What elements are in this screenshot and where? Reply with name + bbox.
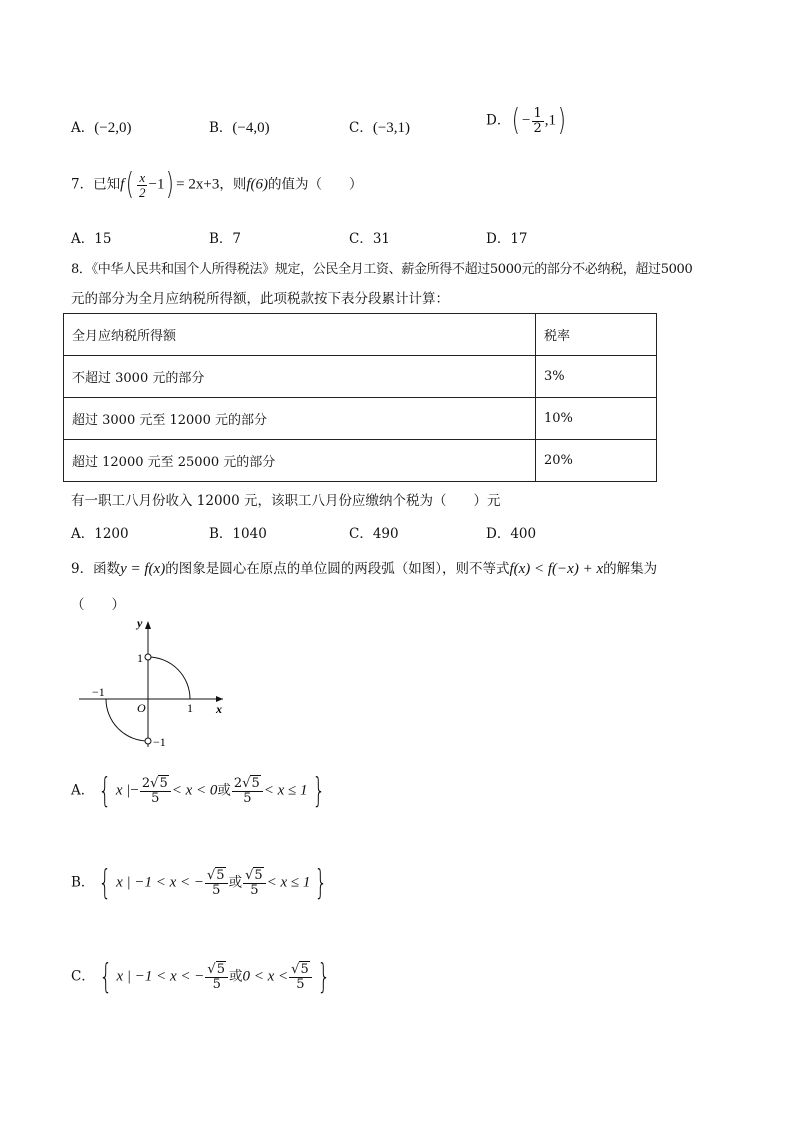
table-cell: 超过 3000 元至 12000 元的部分 [64,398,536,440]
q9-function: y = f(x) [120,561,166,577]
q7-option-d: D．17 [486,231,528,247]
table-cell: 不超过 3000 元的部分 [64,356,536,398]
fraction-root5-over-5: $\frac{√5}{5}$ [205,963,228,991]
q9-option-a: A． { x |− $\frac{2√5}{5}$ < x < 0或 $\frac{2√5}{5}$ < x ≤ 1 } [71,771,325,811]
q6-option-c [349,116,410,137]
y-axis-label: y [137,616,143,630]
fraction-root5-over-5: $\frac{√5}{5}$ [289,963,312,991]
q7-option-b: B．7 [209,231,242,247]
tick-label-y-1: 1 [137,651,143,665]
table-cell: 10% [536,398,657,440]
table-row [64,440,657,482]
fraction-neg-2root5-over-5: $\frac{2√5}{5}$ [140,777,171,805]
q7-rhs: = 2x+3 [176,176,220,193]
q6-option-a [71,116,131,137]
q8-line1: 8．《中华人民共和国个人所得税法》规定，公民全月工资、薪金所得不超过5000元的部分不必纳税，超过5000 [71,262,693,277]
upper-right-arc [148,657,190,699]
origin-label: O [137,701,146,715]
q9-stem: 9．函数y = f(x)的图象是圆心在原点的单位圆的两段弧（如图），则不等式f(x) < f(−x) + x的解集为 [71,561,658,577]
open-point-bottom [145,738,151,744]
q6-option-d-text: 1 [548,112,557,129]
tick-label-x-1: 1 [187,701,193,715]
table-row [64,356,657,398]
x-axis-label: x [216,702,222,716]
table-cell: 20% [536,440,657,482]
q6-option-a-label: A． [71,120,95,136]
fraction-2root5-over-5: $\frac{2√5}{5}$ [232,777,263,805]
q7-fraction: $\frac{x}{2}$ [138,169,146,200]
table-header-row [64,314,657,356]
q8-line2: 元的部分为全月应纳税所得额，此项税款按下表分段累计计算： [71,291,449,307]
q6-option-b-label: B． [209,120,233,136]
unit-circle-arcs-graph [75,615,235,755]
q6-option-c-text: (−3,1) [372,120,411,136]
q8-option-b: B．1040 [209,526,267,542]
fraction-root5-over-5: $\frac{√5}{5}$ [243,869,266,897]
q8-option-a: A．1200 [71,526,129,542]
q7-stem: 7．已知f( $\frac{x}{2}$ −1) = 2x+3，则f(6)的值为（ ） [71,167,363,202]
q6-option-c-label: C． [349,120,373,136]
table-header-cell: 全月应纳税所得额 [64,314,536,356]
y-axis-arrow [145,621,151,629]
q7-option-c: C．31 [349,231,391,247]
q8-question: 有一职工八月份收入 12000 元，该职工八月份应缴纳个税为（ ）元 [71,493,501,509]
table-cell: 3% [536,356,657,398]
q9-option-c: C． { x | −1 < x < − $\frac{√5}{5}$ 或0 < x < $\frac{√5}{5}$ } [71,957,331,997]
q6-option-d-label: D． [486,112,511,129]
table-header-cell: 税率 [536,314,657,356]
open-point-top [145,654,151,660]
tick-label-x-neg1: −1 [92,685,105,699]
q6-option-d-fraction: $\frac{1}{2}$ [533,105,542,136]
q7-f: f [120,176,125,193]
q6-option-a-text: (−2,0) [94,120,132,136]
q9-answer-paren: （ ） [71,597,125,613]
q6-option-b-text: (−4,0) [232,120,270,136]
q9-option-b: B． { x | −1 < x < − $\frac{√5}{5}$ 或 $\frac{√5}{5}$ < x ≤ 1 } [71,863,328,903]
tick-label-y-neg1: −1 [153,735,166,749]
table-cell: 超过 12000 元至 25000 元的部分 [64,440,536,482]
q7-prefix: 7．已知 [71,176,121,193]
q7-f6: f(6) [246,176,269,193]
q8-option-d: D．400 [486,526,537,542]
tax-rate-table [63,313,657,482]
q6-option-d: D．( − $\frac{1}{2}$ ,1) [486,103,567,138]
q8-option-c: C．490 [349,526,399,542]
q6-option-b [209,116,270,137]
q7-option-a: A．15 [71,231,112,247]
fraction-root5-over-5: $\frac{√5}{5}$ [205,869,228,897]
q9-inequality: f(x) < f(−x) + x [509,561,604,577]
table-row [64,398,657,440]
